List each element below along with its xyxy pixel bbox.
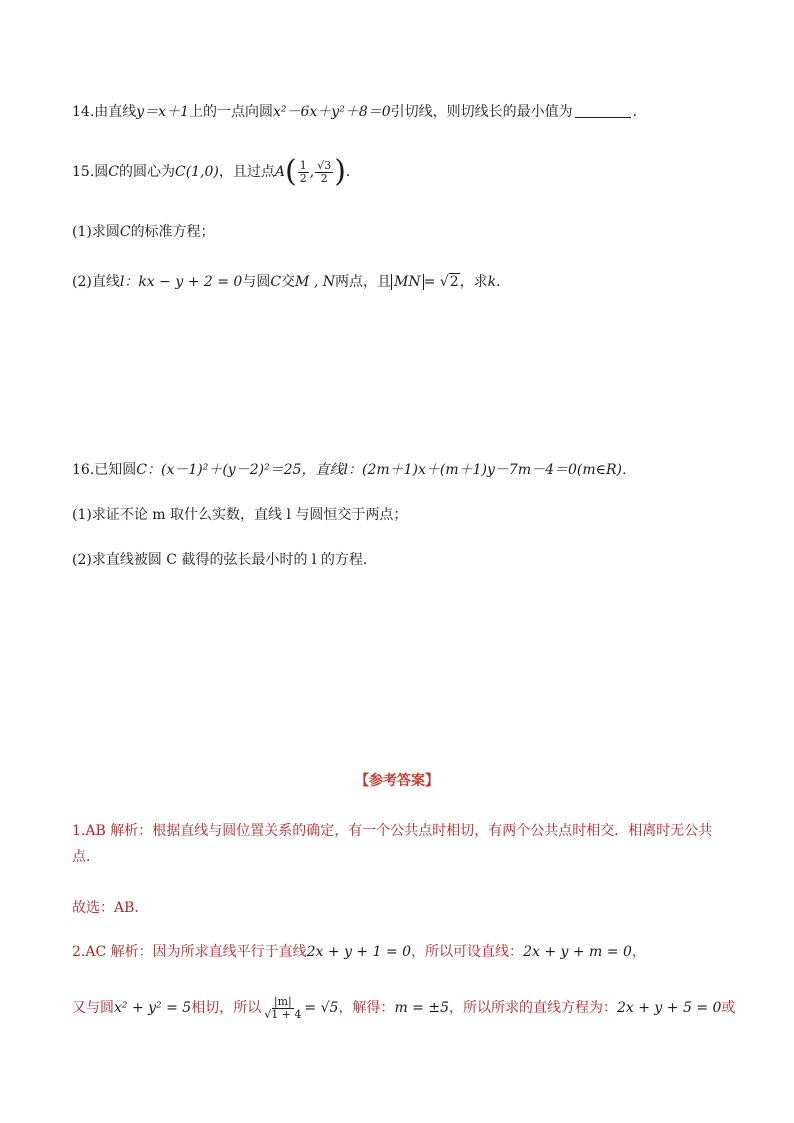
q14-circle-equation: x²－6x＋y²＋8＝0 bbox=[272, 104, 391, 120]
question-14 bbox=[72, 102, 722, 122]
q15-circle-name: C bbox=[108, 164, 119, 180]
q14-text-c: 引切线，则切线长的最小值为 bbox=[390, 104, 573, 120]
q16-circle-equation: ：(x－1)²＋(y－2)²＝25，直线 bbox=[146, 462, 344, 478]
left-paren: ( bbox=[285, 154, 297, 189]
q15-text-a: 15.圆 bbox=[72, 164, 109, 180]
answers-heading: 【参考答案】 bbox=[355, 773, 439, 789]
q15-separator: , bbox=[309, 164, 315, 180]
question-15-part-1: (1)求圆C的标准方程； bbox=[72, 224, 215, 240]
question-15 bbox=[72, 152, 722, 192]
q14-text-d: ． bbox=[632, 104, 647, 120]
question-16-part-1: (1)求证不论 m 取什么实数，直线 l 与圆恒交于两点； bbox=[72, 507, 408, 523]
right-paren: ) bbox=[334, 154, 346, 189]
fraction-sqrt3-half: $\frac{√3}{2}$ bbox=[317, 158, 332, 185]
q15-text-c: ，且过点 bbox=[218, 164, 275, 180]
question-15-part-2: (2)直线l：kx − y + 2 = 0与圆C交M , N两点，且 MN = √2，求k． bbox=[72, 274, 511, 290]
fraction-half: $\frac{1}{2}$ bbox=[299, 158, 307, 185]
q15-text-b: 的圆心为 bbox=[118, 164, 175, 180]
question-16: 16.已知圆C：(x－1)²＋(y－2)²＝25，直线l：(2m＋1)x＋(m＋1)y－7m－4＝0(m∈R)． bbox=[72, 462, 637, 478]
q14-text-b: 上的一点向圆 bbox=[188, 104, 273, 120]
answer-1: 1.AB 解析：根据直线与圆位置关系的确定，有一个公共点时相切，有两个公共点时相交．相离时无公共 点． bbox=[72, 823, 713, 865]
answer-2-line-1: 2.AC 解析：因为所求直线平行于直线2x + y + 1 = 0，所以可设直线：2x + y + m = 0， bbox=[72, 944, 646, 960]
abs-mn: MN bbox=[391, 274, 424, 290]
sqrt-2: √2 bbox=[439, 274, 459, 290]
q15-text-d: ． bbox=[345, 164, 360, 180]
answer-blank bbox=[575, 103, 631, 118]
answer-2-line-2: 又与圆 x² + y² = 5 相切，所以 $\frac{|m|}{√1 + 4}$ = √5 ，解得： m = ±5 ，所以所求的直线方程为： 2x + y + 5 = 0 或 bbox=[72, 994, 736, 1021]
answer-1-choice: 故选：AB． bbox=[72, 900, 149, 916]
q15-line-equation: ：kx − y + 2 = 0 bbox=[124, 274, 243, 290]
q15-center: C(1,0) bbox=[174, 164, 219, 180]
q14-line-equation: y＝x＋1 bbox=[136, 104, 189, 120]
q16-line-equation: ：(2m＋1)x＋(m＋1)y－7m－4＝0(m∈R)． bbox=[347, 462, 637, 478]
q15-point-a: A bbox=[274, 164, 286, 180]
fraction-abs-m-over-sqrt5: $\frac{|m|}{√1 + 4}$ bbox=[264, 994, 302, 1021]
q14-text-a: 14.由直线 bbox=[72, 104, 137, 120]
question-16-part-2: (2)求直线被圆 C 截得的弦长最小时的 l 的方程． bbox=[72, 552, 377, 568]
